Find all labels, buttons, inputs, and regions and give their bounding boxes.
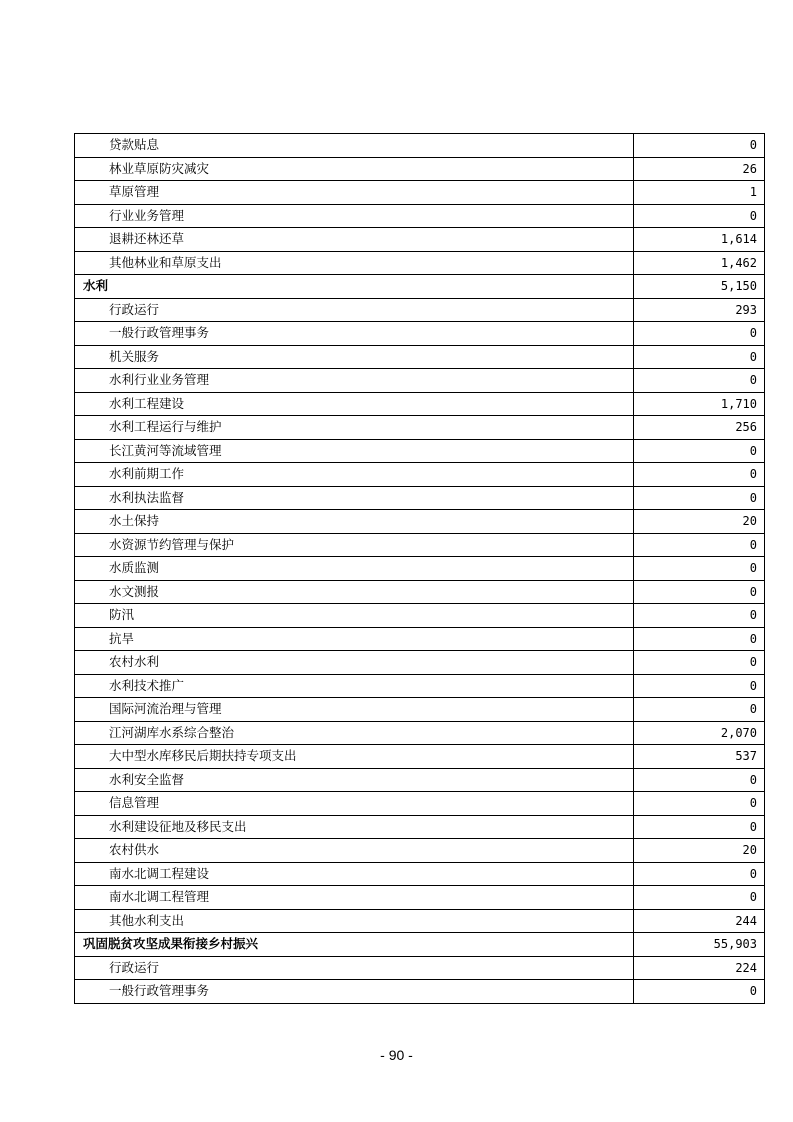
item-name: 林业草原防灾减灾 bbox=[75, 157, 634, 181]
table-row bbox=[75, 369, 765, 393]
item-name: 水利行业业务管理 bbox=[75, 369, 634, 393]
amount-cell: 20 bbox=[634, 510, 765, 534]
table-row bbox=[75, 557, 765, 581]
item-name: 水利技术推广 bbox=[75, 674, 634, 698]
amount-cell: 55,903 bbox=[634, 933, 765, 957]
amount-cell: 0 bbox=[634, 322, 765, 346]
table-row bbox=[75, 204, 765, 228]
table-row bbox=[75, 439, 765, 463]
amount-cell: 0 bbox=[634, 792, 765, 816]
amount-cell: 0 bbox=[634, 134, 765, 158]
amount-cell: 0 bbox=[634, 345, 765, 369]
table-row bbox=[75, 463, 765, 487]
amount-cell: 1,462 bbox=[634, 251, 765, 275]
table-row bbox=[75, 510, 765, 534]
amount-cell: 1,710 bbox=[634, 392, 765, 416]
table-row bbox=[75, 627, 765, 651]
amount-cell: 0 bbox=[634, 369, 765, 393]
item-name: 国际河流治理与管理 bbox=[75, 698, 634, 722]
amount-cell: 1 bbox=[634, 181, 765, 205]
item-name: 机关服务 bbox=[75, 345, 634, 369]
amount-cell: 2,070 bbox=[634, 721, 765, 745]
table-row bbox=[75, 956, 765, 980]
amount-cell: 0 bbox=[634, 698, 765, 722]
amount-cell: 5,150 bbox=[634, 275, 765, 299]
item-name: 水资源节约管理与保护 bbox=[75, 533, 634, 557]
table-row bbox=[75, 416, 765, 440]
budget-table bbox=[74, 133, 765, 1004]
budget-table-body bbox=[75, 134, 765, 1004]
table-row bbox=[75, 674, 765, 698]
amount-cell: 256 bbox=[634, 416, 765, 440]
table-row bbox=[75, 651, 765, 675]
table-row bbox=[75, 886, 765, 910]
item-name: 防汛 bbox=[75, 604, 634, 628]
amount-cell: 537 bbox=[634, 745, 765, 769]
table-row bbox=[75, 181, 765, 205]
amount-cell: 293 bbox=[634, 298, 765, 322]
table-row bbox=[75, 792, 765, 816]
table-row bbox=[75, 768, 765, 792]
table-row bbox=[75, 839, 765, 863]
page-number: - 90 - bbox=[380, 1047, 413, 1063]
item-name: 农村供水 bbox=[75, 839, 634, 863]
item-name: 水利执法监督 bbox=[75, 486, 634, 510]
item-name: 草原管理 bbox=[75, 181, 634, 205]
item-name: 退耕还林还草 bbox=[75, 228, 634, 252]
amount-cell: 1,614 bbox=[634, 228, 765, 252]
item-name: 水文测报 bbox=[75, 580, 634, 604]
item-name: 一般行政管理事务 bbox=[75, 980, 634, 1004]
amount-cell: 0 bbox=[634, 439, 765, 463]
amount-cell: 0 bbox=[634, 768, 765, 792]
table-row bbox=[75, 298, 765, 322]
item-name: 水利安全监督 bbox=[75, 768, 634, 792]
table-row bbox=[75, 322, 765, 346]
table-row bbox=[75, 721, 765, 745]
category-name: 水利 bbox=[75, 275, 634, 299]
table-row bbox=[75, 745, 765, 769]
amount-cell: 0 bbox=[634, 674, 765, 698]
amount-cell: 0 bbox=[634, 486, 765, 510]
item-name: 行政运行 bbox=[75, 956, 634, 980]
amount-cell: 0 bbox=[634, 580, 765, 604]
table-row bbox=[75, 228, 765, 252]
table-row bbox=[75, 909, 765, 933]
item-name: 其他林业和草原支出 bbox=[75, 251, 634, 275]
item-name: 长江黄河等流域管理 bbox=[75, 439, 634, 463]
table-row bbox=[75, 980, 765, 1004]
table-row bbox=[75, 345, 765, 369]
item-name: 农村水利 bbox=[75, 651, 634, 675]
amount-cell: 0 bbox=[634, 204, 765, 228]
item-name: 水利工程运行与维护 bbox=[75, 416, 634, 440]
item-name: 水土保持 bbox=[75, 510, 634, 534]
amount-cell: 0 bbox=[634, 463, 765, 487]
amount-cell: 0 bbox=[634, 886, 765, 910]
table-row bbox=[75, 604, 765, 628]
item-name: 贷款贴息 bbox=[75, 134, 634, 158]
amount-cell: 0 bbox=[634, 815, 765, 839]
amount-cell: 224 bbox=[634, 956, 765, 980]
item-name: 行政运行 bbox=[75, 298, 634, 322]
table-row bbox=[75, 486, 765, 510]
item-name: 大中型水库移民后期扶持专项支出 bbox=[75, 745, 634, 769]
table-row bbox=[75, 134, 765, 158]
item-name: 水质监测 bbox=[75, 557, 634, 581]
amount-cell: 0 bbox=[634, 980, 765, 1004]
category-name: 巩固脱贫攻坚成果衔接乡村振兴 bbox=[75, 933, 634, 957]
amount-cell: 26 bbox=[634, 157, 765, 181]
table-row bbox=[75, 580, 765, 604]
amount-cell: 0 bbox=[634, 651, 765, 675]
amount-cell: 20 bbox=[634, 839, 765, 863]
table-row bbox=[75, 862, 765, 886]
table-row bbox=[75, 698, 765, 722]
category-row bbox=[75, 933, 765, 957]
item-name: 水利建设征地及移民支出 bbox=[75, 815, 634, 839]
item-name: 一般行政管理事务 bbox=[75, 322, 634, 346]
item-name: 水利前期工作 bbox=[75, 463, 634, 487]
table-row bbox=[75, 815, 765, 839]
amount-cell: 0 bbox=[634, 533, 765, 557]
item-name: 抗旱 bbox=[75, 627, 634, 651]
amount-cell: 0 bbox=[634, 604, 765, 628]
item-name: 南水北调工程建设 bbox=[75, 862, 634, 886]
amount-cell: 244 bbox=[634, 909, 765, 933]
item-name: 江河湖库水系综合整治 bbox=[75, 721, 634, 745]
item-name: 南水北调工程管理 bbox=[75, 886, 634, 910]
table-row bbox=[75, 251, 765, 275]
table-row bbox=[75, 392, 765, 416]
category-row bbox=[75, 275, 765, 299]
amount-cell: 0 bbox=[634, 862, 765, 886]
item-name: 行业业务管理 bbox=[75, 204, 634, 228]
table-row bbox=[75, 533, 765, 557]
item-name: 信息管理 bbox=[75, 792, 634, 816]
amount-cell: 0 bbox=[634, 557, 765, 581]
item-name: 其他水利支出 bbox=[75, 909, 634, 933]
item-name: 水利工程建设 bbox=[75, 392, 634, 416]
table-row bbox=[75, 157, 765, 181]
amount-cell: 0 bbox=[634, 627, 765, 651]
